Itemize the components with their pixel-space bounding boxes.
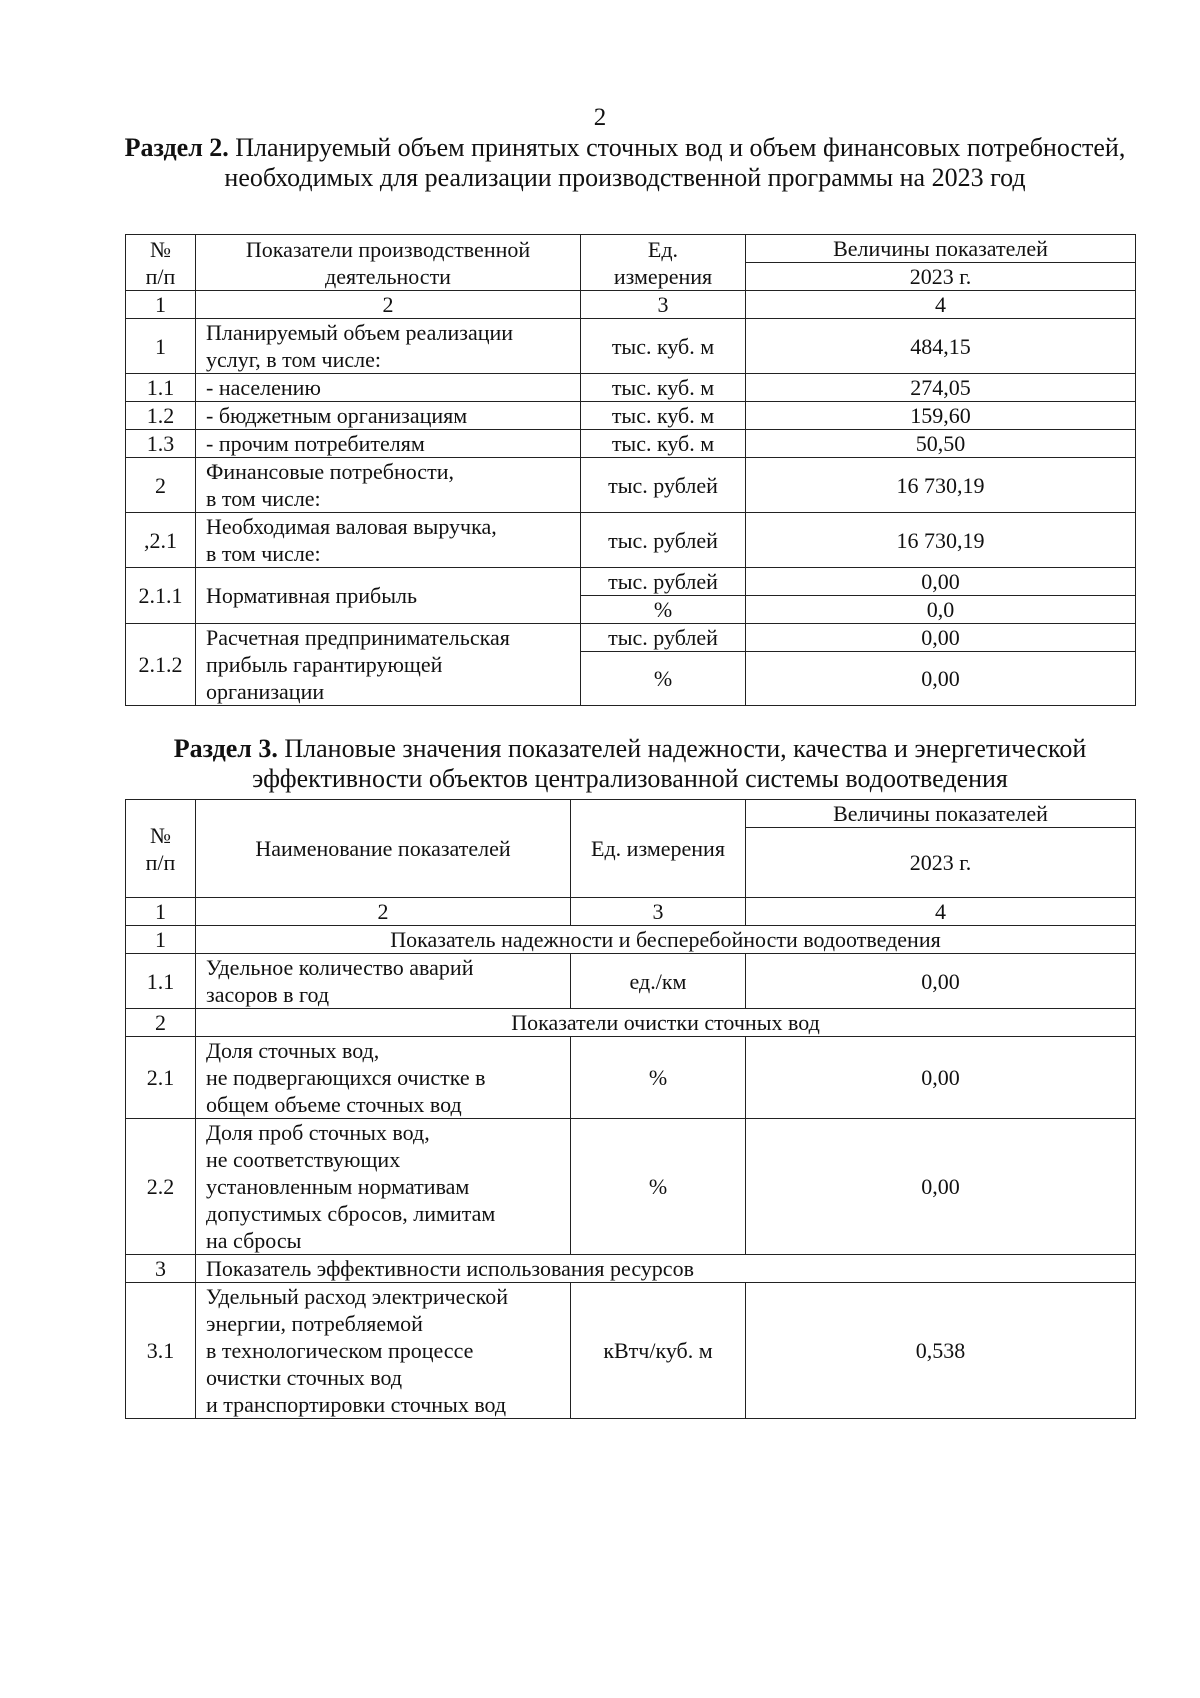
row-num: 1 xyxy=(126,319,196,374)
row-name: Необходимая валовая выручка, в том числе: xyxy=(196,513,581,568)
header-values: Величины показателей xyxy=(746,800,1136,828)
header-num: № п/п xyxy=(126,800,196,898)
row-unit: тыс. куб. м xyxy=(581,430,746,458)
section2-heading-text: Планируемый объем принятых сточных вод и объем финансовых потребностей, необходимых для реализации производственной программы на 2023 год xyxy=(224,133,1126,192)
row-value: 0,00 xyxy=(746,1037,1136,1119)
row-unit: % xyxy=(581,652,746,706)
col-number: 1 xyxy=(126,898,196,926)
table-header-row xyxy=(126,800,1136,828)
row-name: Удельный расход электрической энергии, потребляемой в технологическом процессе очистки сточных вод и транспортировки сточных вод xyxy=(196,1283,571,1419)
row-num: 2 xyxy=(126,458,196,513)
section2-heading-bold: Раздел 2. xyxy=(124,133,229,162)
header-values: Величины показателей xyxy=(746,235,1136,263)
section3-heading-bold: Раздел 3. xyxy=(173,734,278,763)
header-unit: Ед. измерения xyxy=(581,235,746,291)
row-value: 159,60 xyxy=(746,402,1136,430)
row-value: 50,50 xyxy=(746,430,1136,458)
row-value: 16 730,19 xyxy=(746,513,1136,568)
group-num: 2 xyxy=(126,1009,196,1037)
row-unit: тыс. куб. м xyxy=(581,319,746,374)
row-unit: тыс. рублей xyxy=(581,568,746,596)
row-name: - бюджетным организациям xyxy=(196,402,581,430)
row-unit: % xyxy=(571,1119,746,1255)
section3-heading xyxy=(125,734,1135,794)
col-number: 4 xyxy=(746,898,1136,926)
row-num: 1.3 xyxy=(126,430,196,458)
page-number: 2 xyxy=(593,104,607,131)
group-title: Показатель эффективности использования ресурсов xyxy=(196,1255,1136,1283)
row-unit: тыс. куб. м xyxy=(581,374,746,402)
row-value: 16 730,19 xyxy=(746,458,1136,513)
row-num: 2.1.1 xyxy=(126,568,196,624)
row-value: 0,00 xyxy=(746,1119,1136,1255)
col-number: 3 xyxy=(571,898,746,926)
group-row xyxy=(126,1009,1136,1037)
col-number: 2 xyxy=(196,291,581,319)
row-name: Финансовые потребности, в том числе: xyxy=(196,458,581,513)
row-value: 0,00 xyxy=(746,568,1136,596)
col-number: 3 xyxy=(581,291,746,319)
row-name: Нормативная прибыль xyxy=(196,568,581,624)
table-row xyxy=(126,374,1136,402)
group-num: 3 xyxy=(126,1255,196,1283)
column-number-row xyxy=(126,291,1136,319)
row-name: Расчетная предпринимательская прибыль гарантирующей организации xyxy=(196,624,581,706)
table-row xyxy=(126,1283,1136,1419)
row-num: 2.1 xyxy=(126,1037,196,1119)
row-name: - прочим потребителям xyxy=(196,430,581,458)
row-value: 484,15 xyxy=(746,319,1136,374)
table-row xyxy=(126,1037,1136,1119)
group-title: Показатели очистки сточных вод xyxy=(196,1009,1136,1037)
table-row xyxy=(126,624,1136,652)
section2-heading xyxy=(120,133,1130,193)
row-num: 1.1 xyxy=(126,374,196,402)
group-num: 1 xyxy=(126,926,196,954)
header-num: № п/п xyxy=(126,235,196,291)
table-row xyxy=(126,954,1136,1009)
row-name: - населению xyxy=(196,374,581,402)
col-number: 4 xyxy=(746,291,1136,319)
table-row xyxy=(126,568,1136,596)
table-row xyxy=(126,1119,1136,1255)
row-num: ,2.1 xyxy=(126,513,196,568)
group-row xyxy=(126,926,1136,954)
col-number: 2 xyxy=(196,898,571,926)
row-name: Удельное количество аварий засоров в год xyxy=(196,954,571,1009)
header-indicator: Показатели производственной деятельности xyxy=(196,235,581,291)
row-num: 2.1.2 xyxy=(126,624,196,706)
row-name: Планируемый объем реализации услуг, в том числе: xyxy=(196,319,581,374)
header-year: 2023 г. xyxy=(746,263,1136,291)
row-unit: кВтч/куб. м xyxy=(571,1283,746,1419)
header-indicator: Наименование показателей xyxy=(196,800,571,898)
header-year: 2023 г. xyxy=(746,828,1136,898)
section3-heading-text: Плановые значения показателей надежности, качества и энергетической эффективности объектов централизованной системы водоотведения xyxy=(252,734,1087,793)
table-row xyxy=(126,430,1136,458)
row-unit: тыс. рублей xyxy=(581,624,746,652)
table-header-row xyxy=(126,235,1136,263)
group-row xyxy=(126,1255,1136,1283)
column-number-row xyxy=(126,898,1136,926)
row-name: Доля проб сточных вод, не соответствующих установленным нормативам допустимых сбросов, лимитам на сбросы xyxy=(196,1119,571,1255)
row-unit: тыс. рублей xyxy=(581,513,746,568)
table-row xyxy=(126,319,1136,374)
group-title: Показатель надежности и бесперебойности водоотведения xyxy=(196,926,1136,954)
row-value: 0,538 xyxy=(746,1283,1136,1419)
table-row xyxy=(126,458,1136,513)
header-unit: Ед. измерения xyxy=(571,800,746,898)
row-num: 1.2 xyxy=(126,402,196,430)
row-value: 0,00 xyxy=(746,652,1136,706)
row-unit: % xyxy=(571,1037,746,1119)
row-unit: тыс. рублей xyxy=(581,458,746,513)
row-num: 2.2 xyxy=(126,1119,196,1255)
row-num: 1.1 xyxy=(126,954,196,1009)
row-unit: % xyxy=(581,596,746,624)
row-num: 3.1 xyxy=(126,1283,196,1419)
row-name: Доля сточных вод, не подвергающихся очистке в общем объеме сточных вод xyxy=(196,1037,571,1119)
table-row xyxy=(126,402,1136,430)
col-number: 1 xyxy=(126,291,196,319)
row-value: 0,00 xyxy=(746,624,1136,652)
row-value: 274,05 xyxy=(746,374,1136,402)
table-row xyxy=(126,513,1136,568)
row-value: 0,0 xyxy=(746,596,1136,624)
row-unit: ед./км xyxy=(571,954,746,1009)
section3-table xyxy=(125,799,1136,1419)
section2-table xyxy=(125,234,1136,706)
row-unit: тыс. куб. м xyxy=(581,402,746,430)
row-value: 0,00 xyxy=(746,954,1136,1009)
